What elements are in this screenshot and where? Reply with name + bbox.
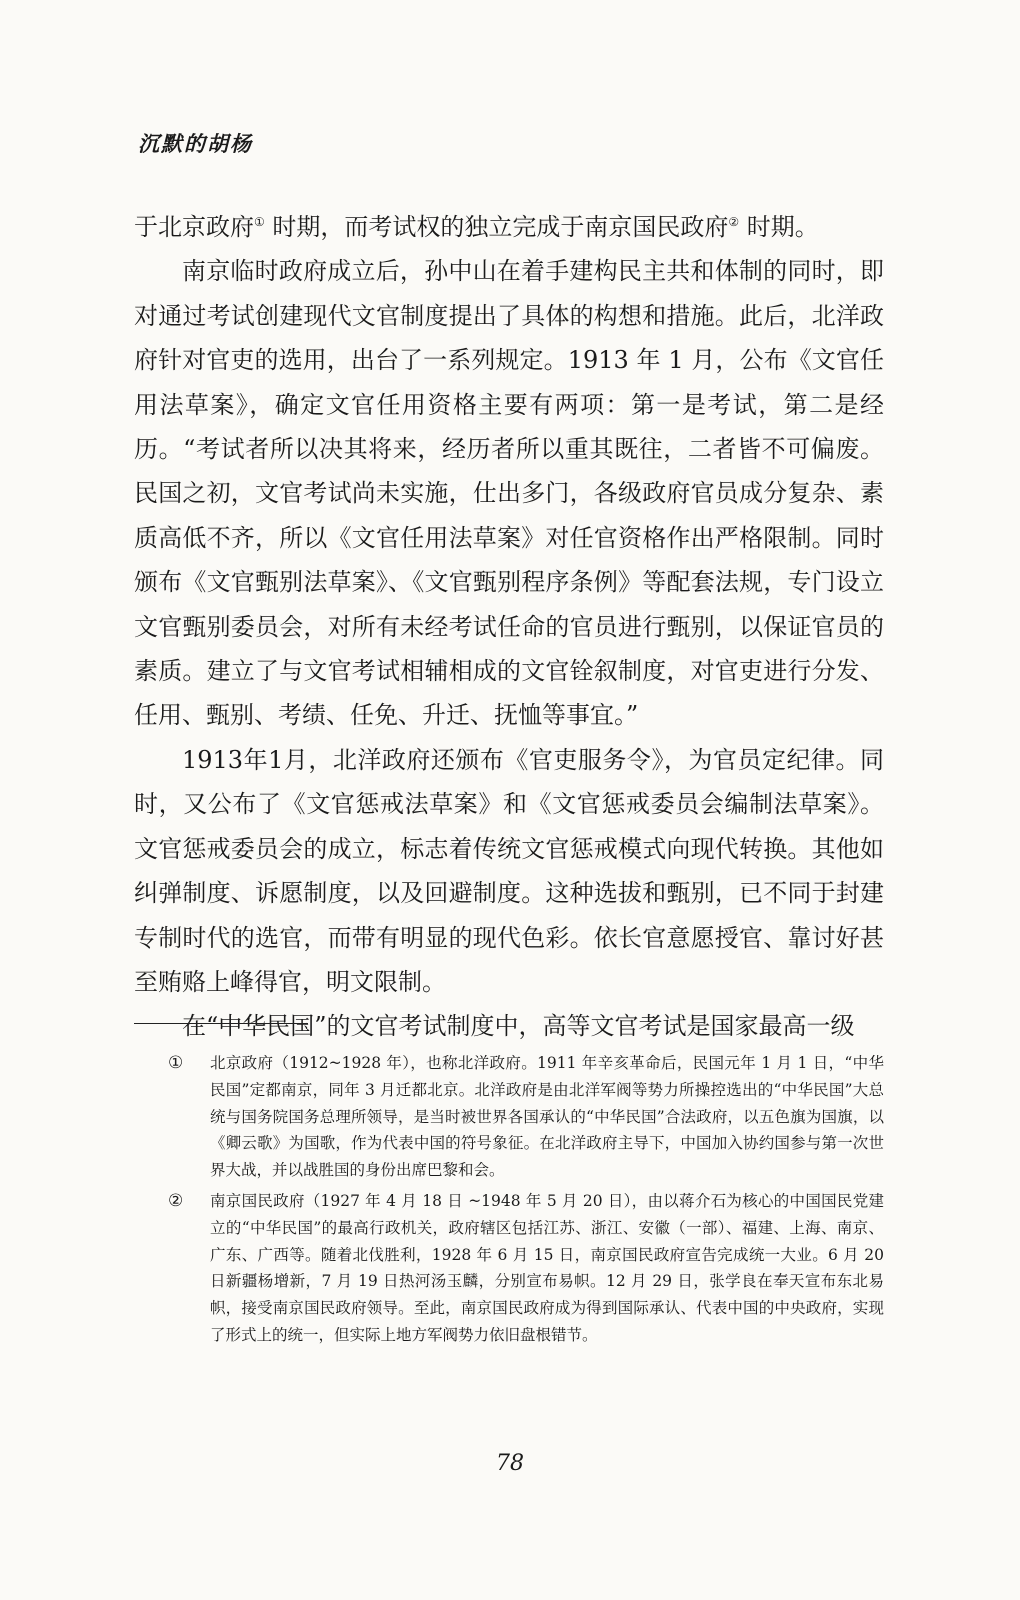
paragraph-1 xyxy=(134,205,884,249)
paragraph-4: 在“中华民国”的文官考试制度中，高等文官考试是国家最高一级 xyxy=(182,1012,855,1041)
footnotes xyxy=(168,1050,884,1353)
paragraph-1-text-a: 于北京政府 xyxy=(134,213,254,241)
paragraph-1-text-c: 时期。 xyxy=(739,213,819,241)
main-text xyxy=(134,205,884,1049)
footnote-1-mark: ① xyxy=(168,1053,184,1073)
footnote-2-mark: ② xyxy=(168,1190,184,1211)
footnote-1-text: 北京政府（1912~1928 年），也称北洋政府。1911 年辛亥革命后，民国元年 1 月 1 日，“中华民国”定都南京，同年 3 月迁都北京。北洋政府是由北洋军阀等势力所操控选出的“中华民国”大总统与国务院国务总理所领导，是当时被世界各国承认的“中华民国”合法政府，以五色旗为国旗，以《卿云歌》为国歌，作为代表中国的符号象征。在北洋政府主导下，中国加入协约国参与第一次世界大战，并以战胜国的身份出席巴黎和会。 xyxy=(210,1054,884,1180)
page-number: 78 xyxy=(496,1451,524,1476)
paragraph-3: 1913年1月，北洋政府还颁布《官吏服务令》，为官员定纪律。同时，又公布了《文官惩戒法草案》和《文官惩戒委员会编制法草案》。文官惩戒委员会的成立，标志着传统文官惩戒模式向现代转换。其他如纠弹制度、诉愿制度，以及回避制度。这种选拔和甄别，已不同于封建专制时代的选官，而带有明显的现代色彩。依长官意愿授官、靠讨好甚至贿赂上峰得官，明文限制。 xyxy=(134,745,884,996)
running-head: 沉默的胡杨 xyxy=(138,131,253,156)
footnote-ref-1[interactable]: ① xyxy=(254,215,265,229)
footnote-ref-2[interactable]: ② xyxy=(728,215,740,229)
footnote-2 xyxy=(168,1188,884,1349)
paragraph-2: 南京临时政府成立后，孙中山在着手建构民主共和体制的同时，即对通过考试创建现代文官制度提出了具体的构想和措施。此后，北洋政府针对官吏的选用，出台了一系列规定。1913 年 1 月，公布《文官任用法草案》，确定文官任用资格主要有两项：第一是考试，第二是经历。“考试者所以决其将来，经历者所以重其既往，二者皆不可偏废。民国之初，文官考试尚未实施，仕出多门，各级政府官员成分复杂、素质高低不齐，所以《文官任用法草案》对任官资格作出严格限制。同时颁布《文官甄别法草案》、《文官甄别程序条例》等配套法规，专门设立文官甄别委员会，对所有未经考试任命的官员进行甄别，以保证官员的素质。建立了与文官考试相辅相成的文官铨叙制度，对官吏进行分发、任用、甄别、考绩、任免、升迁、抚恤等事宜。” xyxy=(134,257,884,730)
footnote-divider xyxy=(134,1023,308,1024)
footnote-1 xyxy=(168,1050,884,1184)
footnote-2-text: 南京国民政府（1927 年 4 月 18 日 ~1948 年 5 月 20 日），由以蒋介石为核心的中国国民党建立的“中华民国”的最高行政机关，政府辖区包括江苏、浙江、安徽（一部）、福建、上海、南京、广东、广西等。随着北伐胜利，1928 年 6 月 15 日，南京国民政府宣告完成统一大业。6 月 20 日新疆杨增新，7 月 19 日热河汤玉麟，分别宣布易帜。12 月 29 日，张学良在奉天宣布东北易帜，接受南京国民政府领导。至此，南京国民政府成为得到国际承认、代表中国的中央政府，实现了形式上的统一，但实际上地方军阀势力依旧盘根错节。 xyxy=(210,1191,884,1344)
paragraph-1-text-b: 时期，而考试权的独立完成于南京国民政府 xyxy=(264,213,729,241)
